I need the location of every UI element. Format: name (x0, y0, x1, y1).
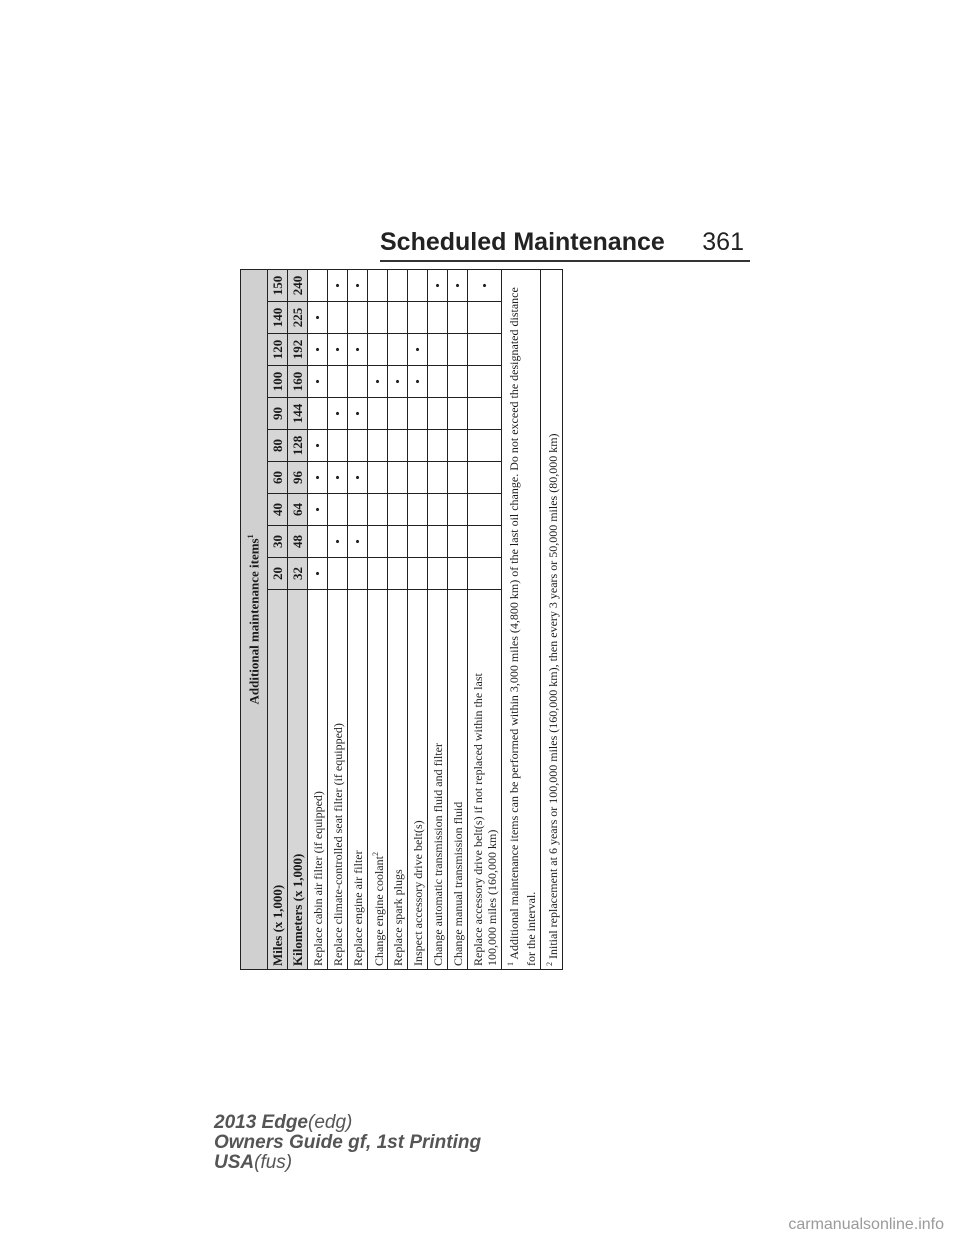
interval-mark (448, 398, 468, 430)
interval-mark (428, 334, 448, 366)
footnote-row (502, 269, 541, 969)
watermark: carmanualsonline.info (788, 1216, 944, 1233)
print-footer: 2013 Edge(edg) Owners Guide gf, 1st Printing USA(fus) (214, 1112, 482, 1173)
table-row (308, 269, 328, 969)
page-header (380, 228, 750, 262)
interval-mark (308, 398, 328, 430)
interval-mark (448, 334, 468, 366)
interval-mark: • (328, 462, 348, 494)
section-title: Scheduled Maintenance (380, 228, 665, 256)
interval-mark (428, 430, 448, 462)
interval-mark (408, 398, 428, 430)
interval-mark (448, 462, 468, 494)
interval-mark: • (308, 302, 328, 334)
interval-mark: • (308, 558, 328, 590)
interval-mark (388, 526, 408, 558)
km-value: 48 (288, 526, 308, 558)
interval-mark (468, 334, 502, 366)
interval-mark: • (308, 366, 328, 398)
interval-mark (428, 526, 448, 558)
interval-mark (368, 494, 388, 526)
interval-mark (408, 302, 428, 334)
interval-mark (348, 366, 368, 398)
interval-mark: • (328, 526, 348, 558)
interval-mark (468, 462, 502, 494)
interval-mark (388, 302, 408, 334)
interval-mark (448, 302, 468, 334)
km-label: Kilometers (x 1,000) (288, 590, 308, 970)
interval-mark (328, 494, 348, 526)
interval-mark (408, 462, 428, 494)
interval-mark (428, 302, 448, 334)
maintenance-table (240, 269, 563, 970)
miles-label: Miles (x 1,000) (268, 590, 288, 970)
miles-value: 60 (268, 462, 288, 494)
interval-mark (408, 430, 428, 462)
km-value: 128 (288, 430, 308, 462)
km-value: 144 (288, 398, 308, 430)
row-label: Replace climate-controlled seat filter (if equipped) (328, 590, 348, 970)
km-header-row (288, 269, 308, 969)
interval-mark (328, 558, 348, 590)
interval-mark (468, 558, 502, 590)
miles-value: 80 (268, 430, 288, 462)
table-row (448, 269, 468, 969)
interval-mark (388, 430, 408, 462)
footnote-2: $^2$ Initial replacement at 6 years or 100,000 miles (160,000 km), then every 3 years or 50,000 miles (80,000 km) (541, 269, 563, 969)
interval-mark (428, 398, 448, 430)
interval-mark: • (308, 334, 328, 366)
table-title: Additional maintenance items$^1$ (241, 269, 268, 969)
table-row (388, 269, 408, 969)
interval-mark (368, 398, 388, 430)
interval-mark (408, 558, 428, 590)
interval-mark (328, 430, 348, 462)
interval-mark (448, 366, 468, 398)
interval-mark: • (388, 366, 408, 398)
miles-value: 30 (268, 526, 288, 558)
interval-mark (308, 269, 328, 301)
interval-mark (388, 334, 408, 366)
interval-mark (388, 494, 408, 526)
table-row (428, 269, 448, 969)
interval-mark (368, 558, 388, 590)
interval-mark (408, 526, 428, 558)
interval-mark (408, 269, 428, 301)
km-value: 160 (288, 366, 308, 398)
row-label: Change automatic transmission fluid and filter (428, 590, 448, 970)
interval-mark (428, 494, 448, 526)
page-number: 361 (702, 228, 744, 256)
row-label: Change engine coolant$^2$ (368, 590, 388, 970)
row-label: Replace engine air filter (348, 590, 368, 970)
interval-mark (408, 494, 428, 526)
interval-mark: • (448, 269, 468, 301)
km-value: 192 (288, 334, 308, 366)
interval-mark (368, 269, 388, 301)
interval-mark: • (308, 430, 328, 462)
interval-mark (348, 494, 368, 526)
km-value: 225 (288, 302, 308, 334)
interval-mark: • (308, 494, 328, 526)
interval-mark (328, 302, 348, 334)
interval-mark (468, 526, 502, 558)
interval-mark (428, 462, 448, 494)
interval-mark (428, 366, 448, 398)
km-value: 32 (288, 558, 308, 590)
interval-mark (388, 269, 408, 301)
interval-mark (388, 558, 408, 590)
miles-value: 150 (268, 269, 288, 301)
interval-mark: • (468, 269, 502, 301)
interval-mark: • (348, 269, 368, 301)
interval-mark (348, 558, 368, 590)
km-value: 96 (288, 462, 308, 494)
interval-mark: • (308, 462, 328, 494)
table-row (348, 269, 368, 969)
footnote-row (541, 269, 563, 969)
table-row (328, 269, 348, 969)
table-row (408, 269, 428, 969)
miles-value: 90 (268, 398, 288, 430)
interval-mark (368, 430, 388, 462)
interval-mark (368, 302, 388, 334)
interval-mark (388, 398, 408, 430)
table-row (368, 269, 388, 969)
interval-mark (468, 398, 502, 430)
interval-mark: • (328, 269, 348, 301)
interval-mark: • (348, 398, 368, 430)
interval-mark: • (348, 526, 368, 558)
interval-mark (308, 526, 328, 558)
interval-mark (448, 558, 468, 590)
row-label: Replace cabin air filter (if equipped) (308, 590, 328, 970)
interval-mark (468, 430, 502, 462)
interval-mark: • (328, 398, 348, 430)
header-rule (380, 260, 750, 262)
interval-mark (368, 334, 388, 366)
interval-mark (388, 462, 408, 494)
row-label: Replace spark plugs (388, 590, 408, 970)
miles-value: 20 (268, 558, 288, 590)
row-label: Inspect accessory drive belt(s) (408, 590, 428, 970)
interval-mark (328, 366, 348, 398)
interval-mark: • (408, 366, 428, 398)
km-value: 64 (288, 494, 308, 526)
interval-mark (448, 430, 468, 462)
miles-value: 40 (268, 494, 288, 526)
interval-mark: • (368, 366, 388, 398)
maintenance-table-container (240, 270, 562, 970)
interval-mark (348, 302, 368, 334)
interval-mark (348, 430, 368, 462)
interval-mark (468, 494, 502, 526)
miles-header-row (268, 269, 288, 969)
interval-mark (468, 302, 502, 334)
miles-value: 100 (268, 366, 288, 398)
interval-mark: • (328, 334, 348, 366)
interval-mark: • (348, 462, 368, 494)
table-row (468, 269, 502, 969)
miles-value: 120 (268, 334, 288, 366)
interval-mark (368, 462, 388, 494)
interval-mark (448, 526, 468, 558)
interval-mark (448, 494, 468, 526)
interval-mark: • (408, 334, 428, 366)
interval-mark (468, 366, 502, 398)
footnote-1: $^1$ Additional maintenance items can be performed within 3,000 miles (4,800 km) of the last oil change. Do not exceed the designated distance for the interval. (502, 269, 541, 969)
km-value: 240 (288, 269, 308, 301)
row-label: Change manual transmission fluid (448, 590, 468, 970)
interval-mark: • (348, 334, 368, 366)
interval-mark (368, 526, 388, 558)
miles-value: 140 (268, 302, 288, 334)
row-label: Replace accessory drive belt(s) if not replaced within the last 100,000 miles (160,000 km) (468, 590, 502, 970)
interval-mark (428, 558, 448, 590)
interval-mark: • (428, 269, 448, 301)
